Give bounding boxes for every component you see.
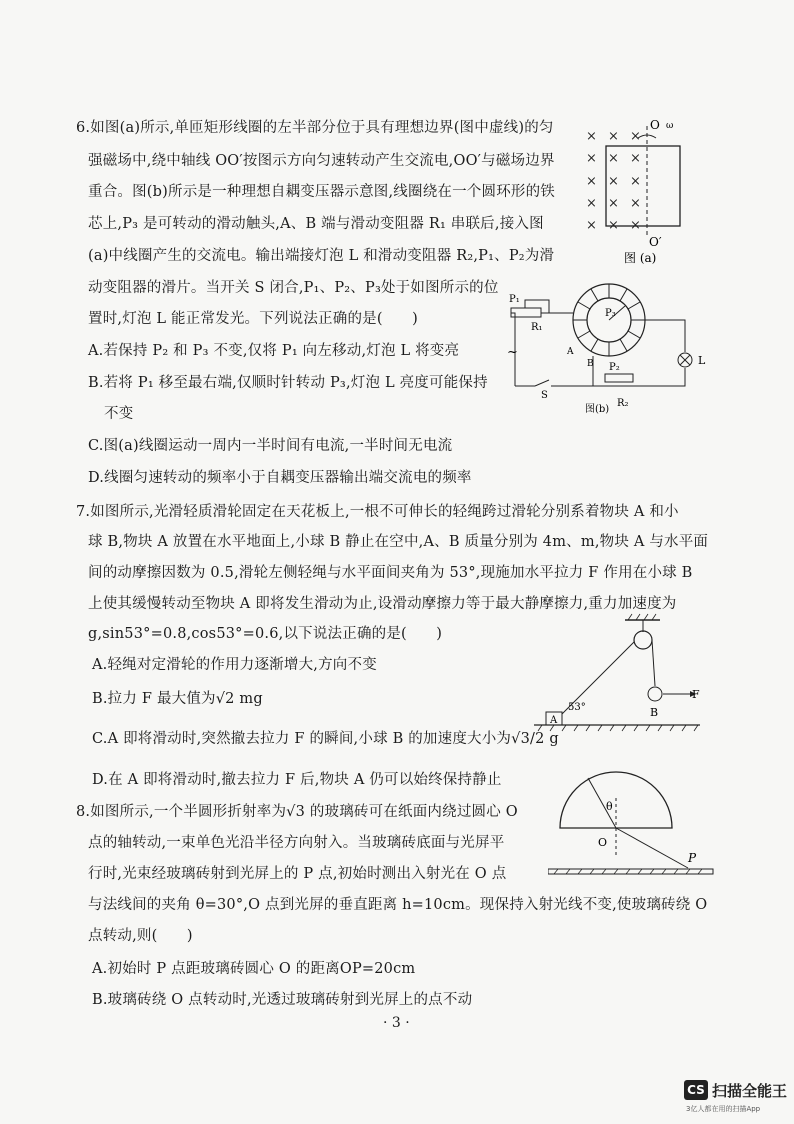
q8-line: 点的轴转动,一束单色光沿半径方向射入。当玻璃砖底面与光屏平	[88, 835, 505, 851]
label-omega: ω	[666, 121, 674, 131]
figure-b-caption: 图(b)	[585, 404, 610, 415]
field-cross: ×	[608, 174, 619, 189]
label-r2: R₂	[617, 398, 629, 409]
switch-s[interactable]	[535, 380, 549, 386]
q6-option-b-cont: 不变	[104, 406, 134, 422]
q7-line: g,sin53°=0.8,cos53°=0.6,以下说法正确的是( )	[88, 626, 443, 642]
q6-option-d: D.线圈匀速转动的频率小于自耦变压器输出端交流电的频率	[88, 470, 472, 486]
watermark-sub: 3亿人都在用的扫描App	[686, 1105, 761, 1113]
field-cross: ×	[630, 218, 641, 233]
field-cross: ×	[630, 174, 641, 189]
camscanner-logo-icon: CS	[684, 1080, 708, 1100]
ball-b	[648, 687, 662, 701]
refracted-ray	[616, 828, 688, 868]
label-r1: R₁	[531, 322, 543, 333]
field-cross: ×	[608, 196, 619, 211]
q7-option-d: D.在 A 即将滑动时,撤去拉力 F 后,物块 A 仍可以始终保持静止	[92, 772, 502, 788]
watermark-name: 扫描全能王	[712, 1082, 788, 1100]
q8-line: 点转动,则( )	[88, 928, 193, 944]
label-b: B	[587, 359, 594, 369]
q7-line: 上使其缓慢转动至物块 A 即将发生滑动为止,设滑动摩擦力等于最大静摩擦力,重力加速度为	[88, 596, 677, 612]
field-cross: ×	[630, 151, 641, 166]
field-cross: ×	[630, 196, 641, 211]
field-cross: ×	[586, 129, 597, 144]
page-number: · 3 ·	[383, 1015, 410, 1031]
label-s: S	[541, 390, 548, 401]
q8-line: 与法线间的夹角 θ=30°,O 点到光屏的垂直距离 h=10cm。现保持入射光线不变,使玻璃砖绕 O	[88, 897, 708, 913]
q7-line: 间的动摩擦因数为 0.5,滑轮左侧轻绳与水平面间夹角为 53°,现施加水平拉力 F 作用在小球 B	[88, 565, 693, 581]
q6-line: 置时,灯泡 L 能正常发光。下列说法正确的是( )	[88, 311, 418, 327]
label-p: P	[688, 851, 697, 865]
field-cross: ×	[630, 129, 641, 144]
field-cross: ×	[586, 174, 597, 189]
label-o: O	[598, 836, 608, 849]
field-cross: ×	[608, 218, 619, 233]
wire-output	[645, 320, 685, 352]
pulley	[634, 631, 652, 649]
wire-p1-tap	[525, 300, 549, 313]
q6-line: 强磁场中,绕中轴线 OO′按图示方向匀速转动产生交流电,OO′与磁场边界	[88, 153, 555, 169]
q7-line: 7.如图所示,光滑轻质滑轮固定在天花板上,一根不可伸长的轻绳跨过滑轮分别系着物块 A 和小	[76, 504, 679, 520]
q6-option-c: C.图(a)线圈运动一周内一半时间有电流,一半时间无电流	[88, 438, 453, 454]
label-b: B	[650, 706, 659, 719]
label-f: F	[692, 688, 700, 701]
q6-option-a: A.若保持 P₂ 和 P₃ 不变,仅将 P₁ 向左移动,灯泡 L 将变亮	[88, 343, 460, 359]
figure-a-caption: 图 (a)	[624, 251, 657, 265]
ac-source-icon: ~	[507, 345, 518, 360]
label-p3: P₃	[605, 308, 616, 319]
q6-line: (a)中线圈产生的交流电。输出端接灯泡 L 和滑动变阻器 R₂,P₁、P₂为滑	[88, 248, 555, 264]
label-o-prime: O′	[649, 235, 662, 249]
label-a: A	[550, 715, 558, 726]
q6-line: 6.如图(a)所示,单匝矩形线圈的左半部分位于具有理想边界(图中虚线)的匀	[76, 120, 554, 136]
label-o: O	[650, 118, 660, 132]
label-angle: 53°	[568, 702, 586, 713]
q7-option-c: C.A 即将滑动时,突然撤去拉力 F 的瞬间,小球 B 的加速度大小为√3/2 g	[92, 731, 559, 747]
field-cross: ×	[586, 151, 597, 166]
q6-option-b: B.若将 P₁ 移至最右端,仅顺时针转动 P₃,灯泡 L 亮度可能保持	[88, 375, 488, 391]
field-cross: ×	[586, 196, 597, 211]
rope-right	[652, 640, 655, 686]
label-theta: θ	[606, 800, 613, 813]
q6-line: 重合。图(b)所示是一种理想自耦变压器示意图,线圈绕在一个圆环形的铁	[88, 184, 556, 200]
label-a: A	[567, 347, 574, 357]
figure-7	[530, 612, 710, 740]
field-cross: ×	[608, 129, 619, 144]
label-l: L	[698, 354, 706, 367]
figure-6b	[505, 278, 715, 428]
q7-option-a: A.轻绳对定滑轮的作用力逐渐增大,方向不变	[92, 657, 377, 673]
q8-line: 行时,光束经玻璃砖射到光屏上的 P 点,初始时测出入射光在 O 点	[88, 866, 507, 882]
q7-line: 球 B,物块 A 放置在水平地面上,小球 B 静止在空中,A、B 质量分别为 4m、m,物块 A 与水平面	[88, 534, 709, 550]
label-p1: P₁	[509, 294, 520, 305]
q7-option-b: B.拉力 F 最大值为√2 mg	[92, 691, 263, 707]
field-cross: ×	[608, 151, 619, 166]
resistor-r2	[605, 374, 633, 382]
q8-line: 8.如图所示,一个半圆形折射率为√3 的玻璃砖可在纸面内绕过圆心 O	[76, 804, 518, 820]
q6-line: 动变阻器的滑片。当开关 S 闭合,P₁、P₂、P₃处于如图所示的位	[88, 280, 499, 296]
figure-8	[548, 768, 718, 888]
q8-option-b: B.玻璃砖绕 O 点转动时,光透过玻璃砖射到光屏上的点不动	[92, 992, 473, 1008]
q8-option-a: A.初始时 P 点距玻璃砖圆心 O 的距离OP=20cm	[92, 961, 416, 977]
field-cross: ×	[586, 218, 597, 233]
label-p2: P₂	[609, 362, 620, 373]
q6-line: 芯上,P₃ 是可转动的滑动触头,A、B 端与滑动变阻器 R₁ 串联后,接入图	[88, 216, 544, 232]
figure-6a	[578, 116, 688, 266]
